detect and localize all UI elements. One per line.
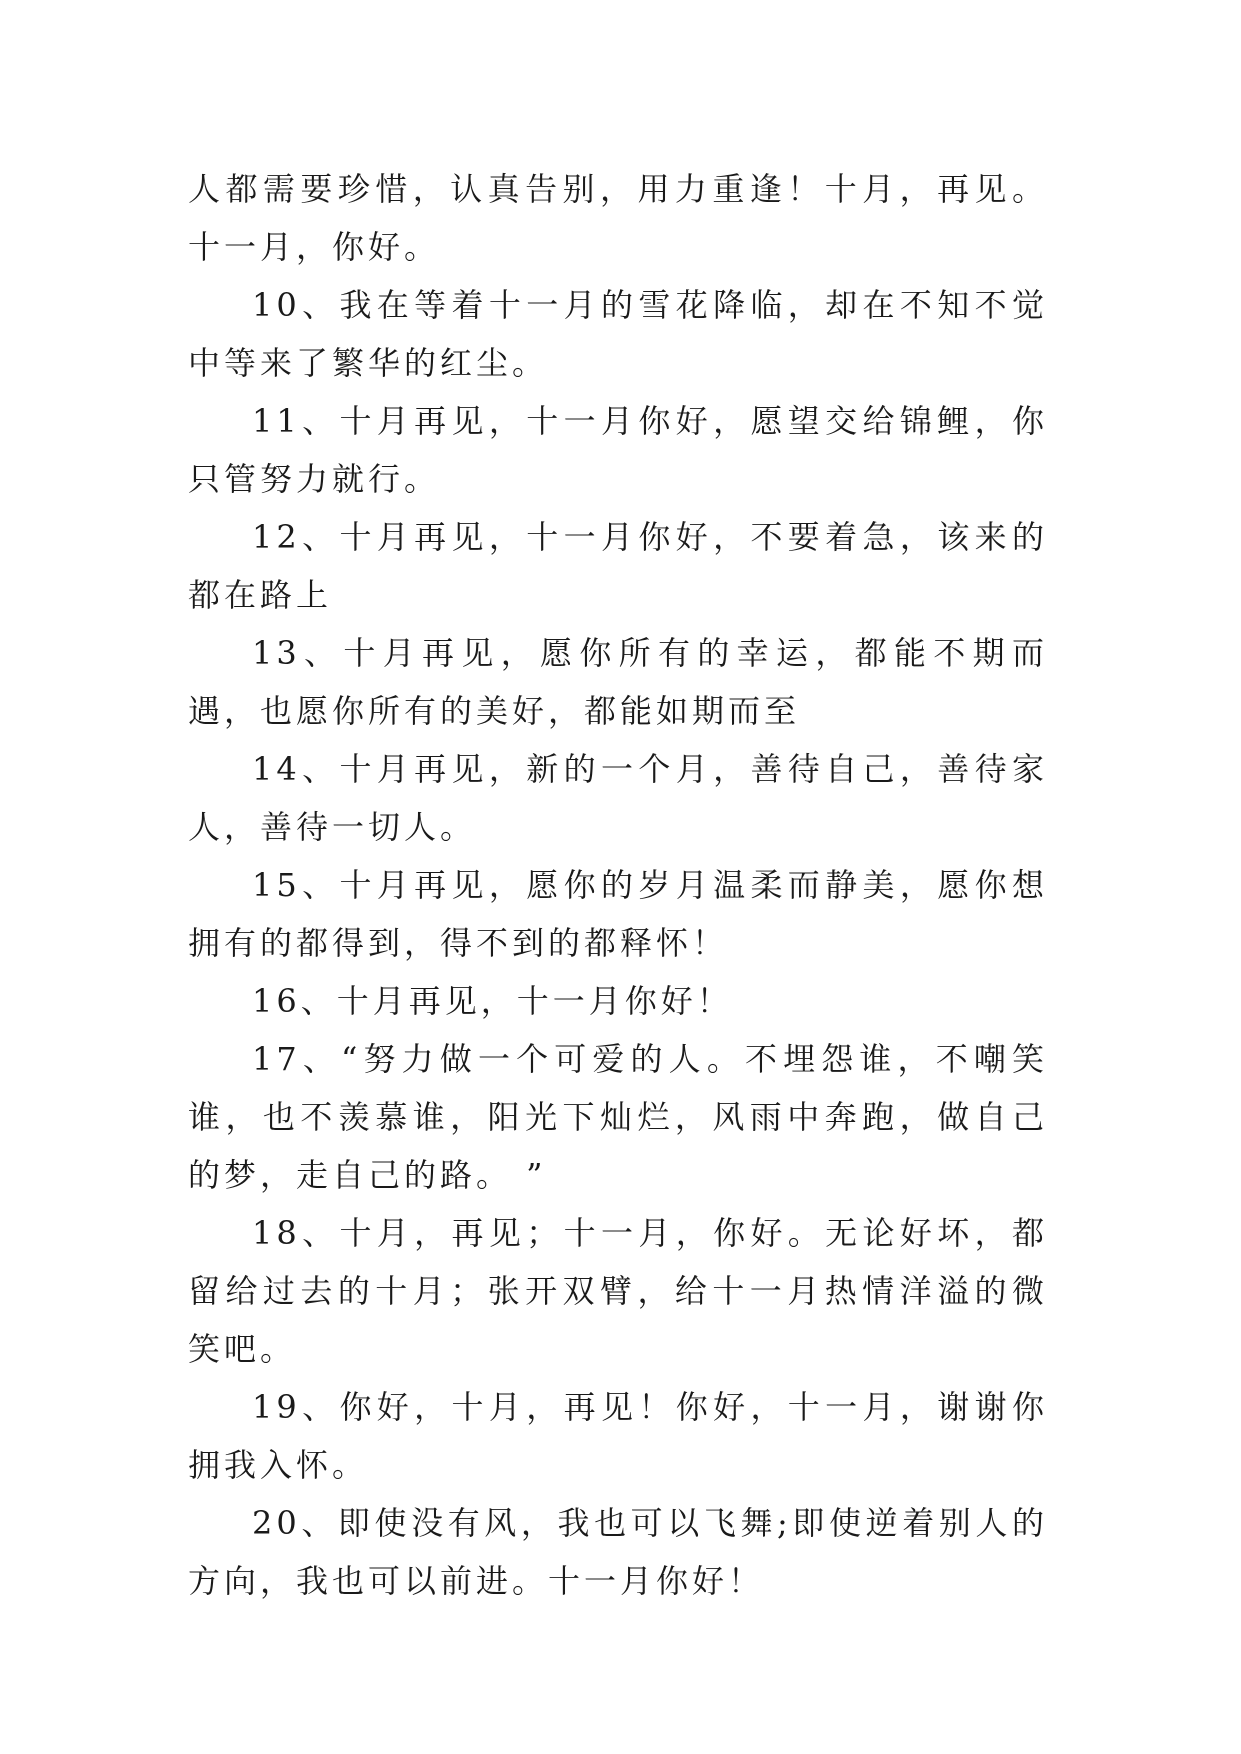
document-body — [188, 160, 1048, 1610]
paragraph-item-18: 18、十月，再见；十一月，你好。无论好坏，都留给过去的十月；张开双臂，给十一月热情洋溢的微笑吧。 — [188, 1214, 1048, 1368]
paragraph-item-15: 15、十月再见，愿你的岁月温柔而静美，愿你想拥有的都得到，得不到的都释怀！ — [188, 866, 1048, 962]
paragraph-continued: 人都需要珍惜，认真告别，用力重逢！十月，再见。十一月，你好。 — [188, 170, 1048, 266]
paragraph-item-20: 20、即使没有风，我也可以飞舞;即使逆着别人的方向，我也可以前进。十一月你好！ — [188, 1504, 1048, 1600]
paragraph-item-13: 13、十月再见，愿你所有的幸运，都能不期而遇，也愿你所有的美好，都能如期而至 — [188, 634, 1048, 730]
paragraph-item-17: 17、“努力做一个可爱的人。不埋怨谁，不嘲笑谁，也不羡慕谁，阳光下灿烂，风雨中奔跑，做自己的梦，走自己的路。 ” — [188, 1040, 1048, 1194]
paragraph-item-19: 19、你好，十月，再见！你好，十一月，谢谢你拥我入怀。 — [188, 1388, 1048, 1484]
paragraph-item-11: 11、十月再见，十一月你好，愿望交给锦鲤，你只管努力就行。 — [188, 402, 1048, 498]
paragraph-item-10: 10、我在等着十一月的雪花降临，却在不知不觉中等来了繁华的红尘。 — [188, 286, 1048, 382]
paragraph-item-16: 16、十月再见，十一月你好！ — [252, 982, 733, 1020]
paragraph-item-14: 14、十月再见，新的一个月，善待自己，善待家人，善待一切人。 — [188, 750, 1048, 846]
paragraph-item-12: 12、十月再见，十一月你好，不要着急，该来的都在路上 — [188, 518, 1048, 614]
